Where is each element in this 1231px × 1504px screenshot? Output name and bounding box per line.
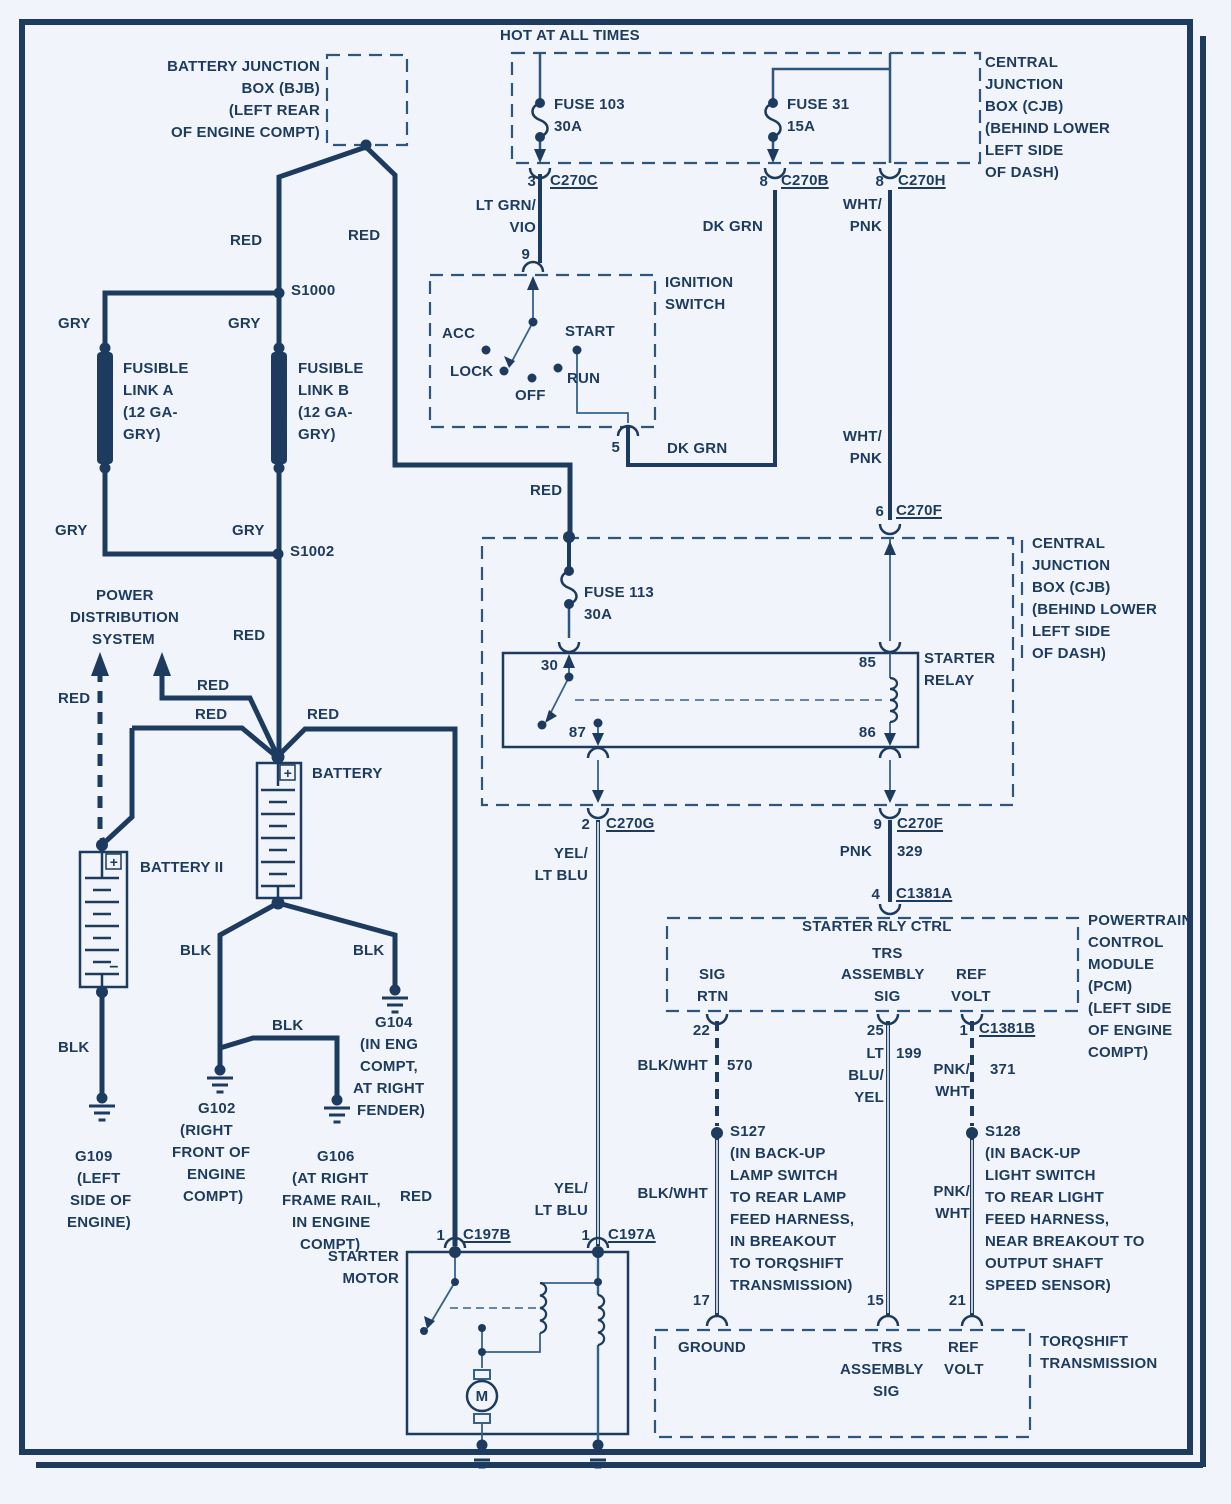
circuit-570: 570 <box>727 1057 753 1074</box>
pcm-ref: REF <box>956 966 987 983</box>
wire-yel-ltblu-4: LT BLU <box>534 1202 588 1219</box>
ign-pin-5: 5 <box>611 439 620 456</box>
wire-wht-pnk-lower-1: WHT/ <box>842 428 882 445</box>
cjb1-title-2: JUNCTION <box>985 76 1064 93</box>
g104-5: FENDER) <box>357 1102 426 1119</box>
c1381a-pin: 4 <box>871 886 880 903</box>
cjb1-title-1: CENTRAL <box>985 54 1059 71</box>
ign-pos-start: START <box>565 323 615 340</box>
g106-4: IN ENGINE <box>292 1214 371 1231</box>
wire-blk-2: BLK <box>180 942 212 959</box>
g109-ground-icon <box>89 1093 115 1120</box>
fusible-b-2: LINK B <box>298 382 350 399</box>
fusible-link-a-icon <box>97 352 113 464</box>
wire-wht-pnk-upper-1: WHT/ <box>842 196 882 213</box>
s127-desc-1: (IN BACK-UP <box>730 1145 826 1162</box>
fusible-b-1: FUSIBLE <box>298 360 364 377</box>
c270f6-pin: 6 <box>875 503 884 520</box>
c270g-pin: 2 <box>581 816 590 833</box>
c1381a-connector-icon <box>880 904 900 914</box>
pcm-title-2: CONTROL <box>1088 934 1164 951</box>
fusible-b-4: GRY) <box>298 426 336 443</box>
wire-blk-wht-570: BLK/WHT <box>637 1057 708 1074</box>
wire-lt-grn-vio-2: VIO <box>509 219 536 236</box>
fuse31-rating: 15A <box>787 118 816 135</box>
starter-coil1-icon <box>540 1283 546 1333</box>
battery-label: BATTERY <box>312 765 383 782</box>
ign-pos-run: RUN <box>567 370 601 387</box>
wire-pnk-wht-2: WHT <box>935 1083 970 1100</box>
wire-yel-ltblu-1: YEL/ <box>553 845 588 862</box>
cjb2-title-6: OF DASH) <box>1032 645 1107 662</box>
wire-lt-blu-yel-2: BLU/ <box>848 1067 884 1084</box>
fusible-link-b-icon <box>271 352 287 464</box>
trans-ref: REF <box>948 1339 979 1356</box>
battery-wires <box>102 147 570 1246</box>
g106-1: G106 <box>317 1148 355 1165</box>
trans-pin17-connector-icon <box>707 1316 727 1326</box>
cjb2-title-1: CENTRAL <box>1032 535 1106 552</box>
wire-blk-1: BLK <box>58 1039 90 1056</box>
c270h-pin: 8 <box>875 173 884 190</box>
s128-desc-2: LIGHT SWITCH <box>985 1167 1096 1184</box>
power-dist-3: SYSTEM <box>92 631 155 648</box>
wire-red-7: RED <box>307 706 340 723</box>
pcm-title-7: COMPT) <box>1088 1044 1149 1061</box>
pcm-rtn: RTN <box>697 988 729 1005</box>
splice-s1002: S1002 <box>290 543 335 560</box>
wire-red-8: RED <box>400 1188 433 1205</box>
c197b-name: C197B <box>463 1226 511 1243</box>
g109-4: ENGINE) <box>67 1214 131 1231</box>
battery2-minus: − <box>109 959 119 976</box>
cjb2-title-2: JUNCTION <box>1032 557 1111 574</box>
pcm-pin-1: 1 <box>959 1022 968 1039</box>
starter-relay-icon <box>548 538 890 798</box>
ign-pin9-connector-icon <box>523 262 543 272</box>
c1381b-name: C1381B <box>979 1020 1036 1037</box>
relay-coil-icon <box>890 678 897 722</box>
s127-desc-7: TRANSMISSION) <box>730 1277 853 1294</box>
g104-2: (IN ENG <box>360 1036 419 1053</box>
starter-coil2-icon <box>598 1295 604 1345</box>
c270f9-name: C270F <box>897 815 944 832</box>
pcm-sig: SIG <box>699 966 726 983</box>
ign-pos-lock: LOCK <box>450 363 494 380</box>
relay87-connector-icon <box>588 748 608 758</box>
g104-4: AT RIGHT <box>353 1080 425 1097</box>
s127-desc-6: TO TORQSHIFT <box>730 1255 844 1272</box>
s127-desc-3: TO REAR LAMP <box>730 1189 847 1206</box>
fusible-a-1: FUSIBLE <box>123 360 189 377</box>
wire-pnk-wht-4: WHT <box>935 1205 970 1222</box>
wire-blk-4: BLK <box>272 1017 304 1034</box>
g106-2: (AT RIGHT <box>292 1170 369 1187</box>
wire-red-5: RED <box>197 677 230 694</box>
c270f6-connector-icon <box>880 524 900 534</box>
trans-pin-21: 21 <box>948 1292 966 1309</box>
wire-red-cjb: RED <box>530 482 563 499</box>
wire-wht-pnk-upper-2: PNK <box>849 218 882 235</box>
battery-plus: + <box>283 765 293 781</box>
ignition-switch-title-1: IGNITION <box>665 274 734 291</box>
fuse31-name: FUSE 31 <box>787 96 850 113</box>
wire-gry-1: GRY <box>58 315 91 332</box>
splice-s128: S128 <box>985 1123 1021 1140</box>
wire-gry-4: GRY <box>232 522 265 539</box>
ignition-switch-box <box>430 275 655 427</box>
s127-desc-2: LAMP SWITCH <box>730 1167 838 1184</box>
fusible-a-4: GRY) <box>123 426 161 443</box>
c270h-name: C270H <box>898 172 946 189</box>
relay30-connector-icon <box>559 642 579 652</box>
relay-pin-87: 87 <box>568 724 586 741</box>
wire-pnk-wht-1: PNK/ <box>933 1061 970 1078</box>
starter-relay-title-2: RELAY <box>924 672 975 689</box>
bjb-title-3: (LEFT REAR <box>228 102 320 119</box>
g102-2: (RIGHT <box>180 1122 233 1139</box>
wire-red-2: RED <box>348 227 381 244</box>
battery2-plus: + <box>109 854 119 870</box>
fusible-a-3: (12 GA- <box>123 404 178 421</box>
c197b-pin: 1 <box>436 1227 445 1244</box>
trans-trs: TRS <box>872 1339 903 1356</box>
wire-blk-wht-2: BLK/WHT <box>637 1185 708 1202</box>
g106-3: FRAME RAIL, <box>282 1192 381 1209</box>
wire-pnk-wht-3: PNK/ <box>933 1183 970 1200</box>
fuse113-name: FUSE 113 <box>584 584 654 601</box>
wire-lt-blu-yel-1: LT <box>866 1045 884 1062</box>
splice-s1000: S1000 <box>291 282 336 299</box>
trans-pin15-connector-icon <box>878 1316 898 1326</box>
relay85-connector-icon <box>880 642 900 652</box>
battery-junction-box <box>327 55 407 145</box>
trans-title-1: TORQSHIFT <box>1040 1333 1129 1350</box>
s128-desc-5: NEAR BREAKOUT TO <box>985 1233 1145 1250</box>
s127-desc-5: IN BREAKOUT <box>730 1233 837 1250</box>
pcm-title-4: (PCM) <box>1088 978 1133 995</box>
pcm-trs: TRS <box>872 945 903 962</box>
trans-pin-17: 17 <box>692 1292 710 1309</box>
pcm-assembly: ASSEMBLY <box>841 966 925 983</box>
s128-desc-4: FEED HARNESS, <box>985 1211 1110 1228</box>
pcm-title-1: POWERTRAIN <box>1088 912 1193 929</box>
wire-red-6: RED <box>195 706 228 723</box>
cjb1-title-3: BOX (CJB) <box>985 98 1064 115</box>
splice-s127: S127 <box>730 1123 766 1140</box>
c270g-name: C270G <box>606 815 655 832</box>
c270b-name: C270B <box>781 172 829 189</box>
c270g-connector-icon <box>588 808 608 818</box>
pcm-sig2: SIG <box>874 988 901 1005</box>
battery-minus: − <box>286 878 296 895</box>
wire-blk-3: BLK <box>353 942 385 959</box>
ign-pos-acc: ACC <box>442 325 476 342</box>
fuse31-icon <box>766 103 781 137</box>
c270c-pin: 3 <box>527 173 536 190</box>
pcm-pin-25: 25 <box>866 1022 884 1039</box>
cjb1-title-6: OF DASH) <box>985 164 1060 181</box>
circuit-wires <box>540 174 975 1315</box>
wire-dk-grn-upper: DK GRN <box>702 218 763 235</box>
battery2-label: BATTERY II <box>140 859 224 876</box>
g106-ground-icon <box>324 1095 350 1122</box>
cjb1-title-5: LEFT SIDE <box>985 142 1064 159</box>
wire-dk-grn-lower: DK GRN <box>667 440 728 457</box>
wire-wht-pnk-lower-2: PNK <box>849 450 882 467</box>
c1381a-name: C1381A <box>896 885 953 902</box>
c270f9-pin: 9 <box>873 816 882 833</box>
c270b-pin: 8 <box>759 173 768 190</box>
g104-3: COMPT, <box>360 1058 418 1075</box>
g104-1: G104 <box>375 1014 413 1031</box>
s128-desc-6: OUTPUT SHAFT <box>985 1255 1104 1272</box>
wire-gry-3: GRY <box>55 522 88 539</box>
pcm-title-5: (LEFT SIDE <box>1088 1000 1172 1017</box>
trans-ground: GROUND <box>678 1339 746 1356</box>
ign-pin-9: 9 <box>521 246 530 263</box>
power-dist-2: DISTRIBUTION <box>70 609 180 626</box>
pcm-pin-22: 22 <box>692 1022 710 1039</box>
fuse103-rating: 30A <box>554 118 583 135</box>
s128-desc-7: SPEED SENSOR) <box>985 1277 1111 1294</box>
trans-pin21-connector-icon <box>962 1316 982 1326</box>
wire-lt-grn-vio-1: LT GRN/ <box>475 197 536 214</box>
c270c-name: C270C <box>550 172 598 189</box>
wire-red-1: RED <box>230 232 263 249</box>
circuit-371: 371 <box>990 1061 1016 1078</box>
relay-pin-30: 30 <box>540 657 558 674</box>
power-dist-1: POWER <box>96 587 154 604</box>
wire-yel-ltblu-2: LT BLU <box>534 867 588 884</box>
g102-3: FRONT OF <box>172 1144 251 1161</box>
cjb2-title-3: BOX (CJB) <box>1032 579 1111 596</box>
trans-sig: SIG <box>873 1383 900 1400</box>
g102-4: ENGINE <box>187 1166 246 1183</box>
g106-5: COMPT) <box>300 1236 361 1253</box>
wire-red-4: RED <box>58 690 91 707</box>
wire-yel-ltblu-3: YEL/ <box>553 1180 588 1197</box>
battery2-icon <box>80 852 127 987</box>
bjb-title-4: OF ENGINE COMPT) <box>170 124 320 141</box>
wire-gry-2: GRY <box>228 315 261 332</box>
g109-2: (LEFT <box>77 1170 121 1187</box>
bjb-title-1: BATTERY JUNCTION <box>167 58 320 75</box>
g109-1: G109 <box>75 1148 113 1165</box>
s127-desc-4: FEED HARNESS, <box>730 1211 855 1228</box>
circuit-199: 199 <box>896 1045 922 1062</box>
ignition-switch-title-2: SWITCH <box>665 296 726 313</box>
wire-red-3: RED <box>233 627 266 644</box>
cjb2-title-4: (BEHIND LOWER <box>1032 601 1158 618</box>
bjb-title-2: BOX (BJB) <box>241 80 320 97</box>
starter-relay-title-1: STARTER <box>924 650 996 667</box>
trans-pin-15: 15 <box>866 1292 884 1309</box>
g109-3: SIDE OF <box>70 1192 132 1209</box>
s128-desc-1: (IN BACK-UP <box>985 1145 1081 1162</box>
c270f6-name: C270F <box>896 502 943 519</box>
c197a-name: C197A <box>608 1226 656 1243</box>
fuse103-name: FUSE 103 <box>554 96 625 113</box>
g102-1: G102 <box>198 1100 236 1117</box>
fusible-a-2: LINK A <box>123 382 174 399</box>
trans-volt: VOLT <box>944 1361 984 1378</box>
trans-title-2: TRANSMISSION <box>1040 1355 1158 1372</box>
circuit-329: 329 <box>897 843 923 860</box>
trans-assembly: ASSEMBLY <box>840 1361 924 1378</box>
pcm-volt: VOLT <box>951 988 991 1005</box>
cjb1-title-4: (BEHIND LOWER <box>985 120 1111 137</box>
starter-motor-1: STARTER <box>327 1248 399 1265</box>
power-dist-dashed-wire <box>100 670 103 842</box>
fuse103-icon <box>533 103 548 137</box>
g102-5: COMPT) <box>183 1188 244 1205</box>
relay86-connector-icon <box>880 748 900 758</box>
relay-pin-86: 86 <box>858 724 876 741</box>
c197a-pin: 1 <box>581 1227 590 1244</box>
cjb2-title-5: LEFT SIDE <box>1032 623 1111 640</box>
wire-lt-blu-yel-3: YEL <box>854 1089 884 1106</box>
hot-at-all-times: HOT AT ALL TIMES <box>500 27 640 44</box>
starter-motor-2: MOTOR <box>342 1270 399 1287</box>
wire-pnk: PNK <box>839 843 872 860</box>
page-frame-icon <box>22 22 1203 1467</box>
pcm-starter-rly-ctrl: STARTER RLY CTRL <box>802 918 952 935</box>
s128-desc-3: TO REAR LIGHT <box>985 1189 1104 1206</box>
starter-motor-box <box>407 1252 628 1434</box>
fuse113-rating: 30A <box>584 606 613 623</box>
ign-pos-off: OFF <box>515 387 546 404</box>
motor-m: M <box>475 1388 489 1405</box>
g104-ground-icon <box>382 985 408 1012</box>
fusible-b-3: (12 GA- <box>298 404 353 421</box>
pcm-title-6: OF ENGINE <box>1088 1022 1173 1039</box>
pcm-title-3: MODULE <box>1088 956 1155 973</box>
g102-ground-icon <box>207 1065 233 1092</box>
relay-pin-85: 85 <box>858 654 876 671</box>
